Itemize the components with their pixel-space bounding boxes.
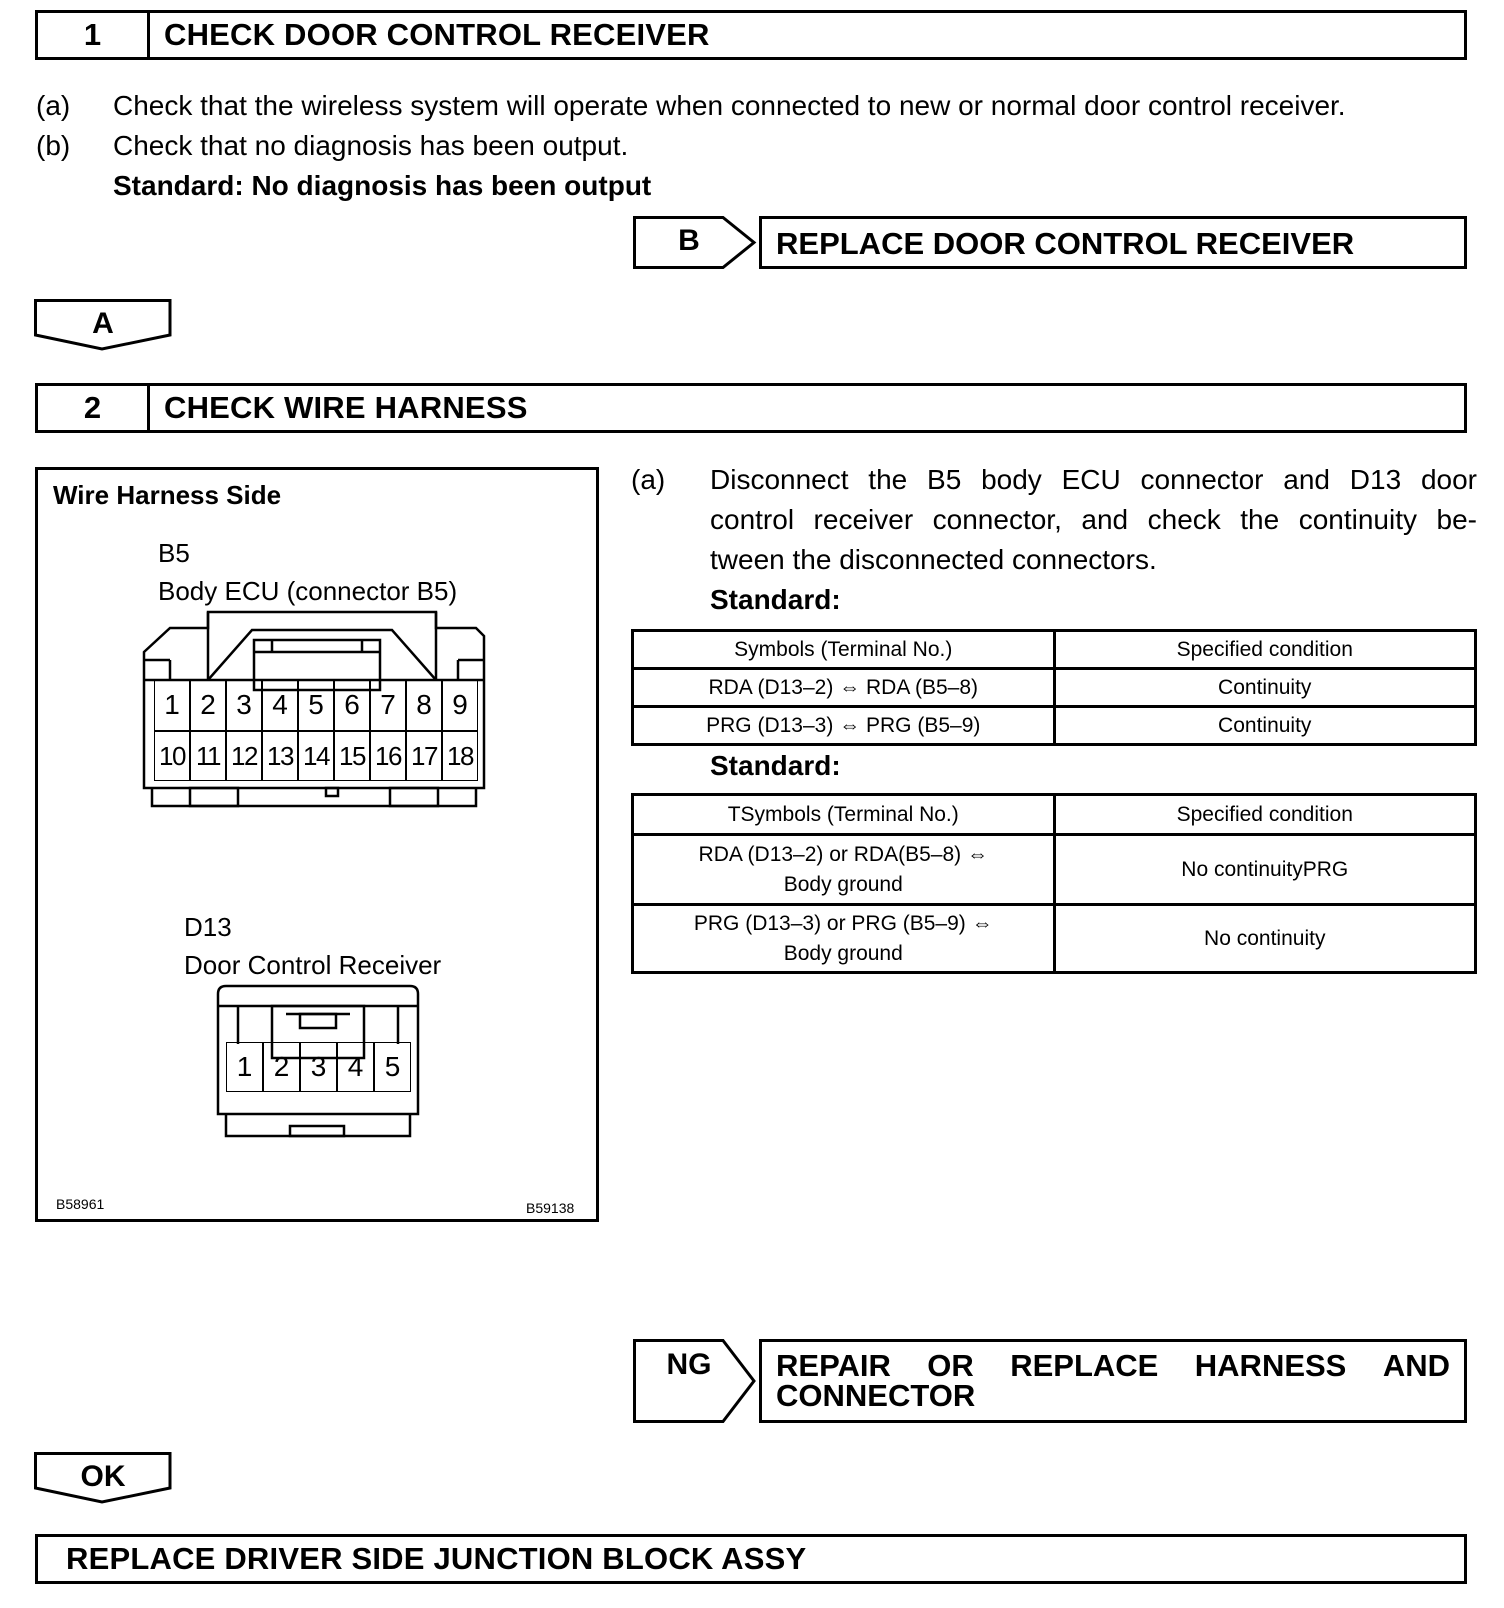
table-row [633,707,1476,745]
standard-text: Standard: No diagnosis has been output [113,170,652,201]
b5-pin: 16 [370,731,406,781]
result-ng-line-2: CONNECTOR [776,1378,976,1413]
b5-pin: 1 [154,679,190,731]
d13-pin: 1 [226,1042,263,1092]
d13-pin: 4 [337,1042,374,1092]
b5-pin: 12 [226,731,262,781]
b5-pin: 3 [226,679,262,731]
para-line: control receiver connector, and check the continuity be- [710,504,1477,535]
d13-name: Door Control Receiver [184,950,442,980]
b5-pin: 7 [370,679,406,731]
cell-line: Body ground [783,941,903,965]
table-cell: PRG (D13–3) ⇔ PRG (B5–9) [633,707,1055,745]
table-cell: Continuity [1054,669,1476,707]
standard-label: Standard: [710,584,841,615]
b5-pin: 9 [442,679,478,731]
para-label: (b) [36,130,71,161]
step-2-header [35,383,1467,433]
para-text: Check that no diagnosis has been output. [113,130,629,161]
diagram-ref-right: B59138 [526,1200,575,1216]
result-b-box [759,216,1467,269]
b5-pin-row-top [154,679,478,731]
spec-table-continuity [631,629,1477,746]
b5-code: B5 [158,538,190,568]
result-b-text: REPLACE DOOR CONTROL RECEIVER [776,226,1355,261]
table-cell [633,905,1055,973]
table-row [633,835,1476,905]
b5-pin: 14 [298,731,334,781]
table-cell: No continuityPRG [1054,835,1476,905]
b5-pin: 13 [262,731,298,781]
b5-pin: 6 [334,679,370,731]
result-b-code: B [678,224,700,257]
table-header: Specified condition [1054,631,1476,669]
result-ng-word: REPAIR [776,1348,891,1383]
para-text: Check that the wireless system will operate when connected to new or normal door control receiver. [113,90,1346,121]
b5-pin: 5 [298,679,334,731]
b5-pin: 4 [262,679,298,731]
table-header: Symbols (Terminal No.) [633,631,1055,669]
result-ng-word: AND [1382,1348,1450,1383]
spec-table-ground [631,793,1477,974]
final-step-header [35,1534,1467,1584]
table-cell: RDA (D13–2) ⇔ RDA (B5–8) [633,669,1055,707]
b5-pin-row-bottom [154,731,478,781]
table-cell: Continuity [1054,707,1476,745]
diagram-heading: Wire Harness Side [53,480,282,510]
standard-label: Standard: [710,750,841,781]
cell-line: PRG (D13–3) or PRG (B5–9) ⇔ [693,911,993,935]
cell-line: Body ground [783,872,903,896]
connector-diagram [35,467,599,1222]
table-cell: No continuity [1054,905,1476,973]
b5-pin: 2 [190,679,226,731]
table-header: Specified condition [1054,795,1476,835]
result-ng-box [759,1339,1467,1423]
step-number: 1 [38,13,150,57]
b5-pin: 8 [406,679,442,731]
table-row [633,905,1476,973]
cell-line: RDA (D13–2) or RDA(B5–8) ⇔ [698,842,988,866]
b5-pin: 18 [442,731,478,781]
table-cell [633,835,1055,905]
step-number: 2 [38,386,150,430]
step-2-instructions [631,460,1477,620]
step-title: REPLACE DRIVER SIDE JUNCTION BLOCK ASSY [66,1541,807,1576]
table-header: TSymbols (Terminal No.) [633,795,1055,835]
para-label: (a) [36,90,71,121]
step-title: CHECK DOOR CONTROL RECEIVER [164,17,710,52]
b5-name: Body ECU (connector B5) [158,576,458,606]
result-ng-word: HARNESS [1194,1348,1347,1383]
diagram-ref-left: B58961 [56,1196,105,1212]
table-row [633,669,1476,707]
step-1-header [35,10,1467,60]
d13-pin: 5 [374,1042,411,1092]
result-ng-code: NG [666,1348,712,1381]
step-1-instructions [0,86,1504,216]
b5-pin: 17 [406,731,442,781]
para-line: tween the disconnected connectors. [710,544,1157,575]
b5-pin: 11 [190,731,226,781]
d13-code: D13 [184,912,232,942]
para-line: Disconnect the B5 body ECU connector and D13 door [710,464,1477,495]
result-ng-word: OR [927,1348,974,1383]
result-ng-word: REPLACE [1010,1348,1159,1383]
d13-pin-row [226,1042,411,1092]
d13-pin: 3 [300,1042,337,1092]
result-ok-code: OK [80,1460,126,1493]
result-a-code: A [92,307,114,340]
b5-pin: 15 [334,731,370,781]
d13-pin: 2 [263,1042,300,1092]
b5-pin: 10 [154,731,190,781]
para-label: (a) [631,464,666,495]
step-title: CHECK WIRE HARNESS [164,390,528,425]
